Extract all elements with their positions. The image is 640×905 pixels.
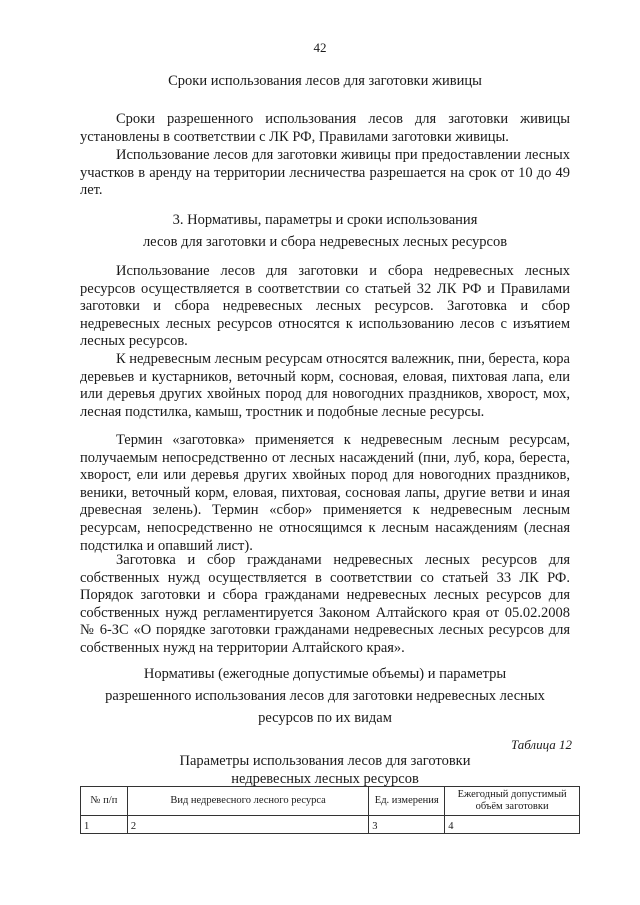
table-title xyxy=(110,752,540,788)
section3-title-line-1: 3. Нормативы, параметры и сроки использования xyxy=(172,212,478,228)
section-resin-title: Сроки использования лесов для заготовки живицы xyxy=(168,73,482,89)
table-numbering-row xyxy=(81,816,580,834)
parameters-table xyxy=(80,786,580,834)
numbering-cell-1: 1 xyxy=(81,816,128,834)
numbering-cell-4: 4 xyxy=(445,816,580,834)
section3-paragraph-1: Использование лесов для заготовки и сбора недревесных лесных ресурсов осуществляется в соответствии со статьей 32 ЛК РФ и Правилами заготовки и сбора недревесных лесных ресурсов. Заготовка и сбор недревесных лесных ресурсов относятся к использованию лесов с изъятием лесных ресурсов. xyxy=(80,263,570,350)
header-resource-type: Вид недревесного лесного ресурса xyxy=(127,787,368,816)
header-number: № п/п xyxy=(81,787,128,816)
header-unit: Ед. измерения xyxy=(369,787,445,816)
norms-title xyxy=(70,663,580,729)
section3-paragraph-2: К недревесным лесным ресурсам относятся валежник, пни, береста, кора деревьев и кустарников, веточный корм, сосновая, еловая, пихтовая лапа, ели или деревья других хвойных пород для новогодних праздников, хворост, мох, лесная подстилка, камыш, тростник и подобные лесные ресурсы. xyxy=(80,351,570,420)
table-caption: Таблица 12 xyxy=(510,737,572,752)
norms-title-line-3: ресурсов по их видам xyxy=(258,710,392,726)
numbering-cell-2: 2 xyxy=(127,816,368,834)
resin-paragraph-2: Использование лесов для заготовки живицы при предоставлении лесных участков в аренду на территории лесничества разрешается на срок от 10 до 49 лет. xyxy=(80,147,570,199)
section3-title-line-2: лесов для заготовки и сбора недревесных лесных ресурсов xyxy=(142,234,508,250)
header-annual-volume: Ежегодный допустимый объём заготовки xyxy=(445,787,580,816)
numbering-cell-3: 3 xyxy=(369,816,445,834)
section3-title xyxy=(70,209,580,253)
resin-paragraph-1: Сроки разрешенного использования лесов для заготовки живицы установлены в соответствии с ЛК РФ, Правилами заготовки живицы. xyxy=(80,111,570,145)
section3-paragraph-3: Термин «заготовка» применяется к недревесным лесным ресурсам, получаемым непосредственно от лесных насаждений (пни, луб, кора, береста, хворост, ели или деревья других хвойных пород для новогодних праздников, веники, веточный корм, еловая, пихтовая, сосновая лапы, другие ветви и иная древесная зелень). Термин «сбор» применяется к недревесным лесным ресурсам, непосредственно не относящимся к лесным насаждениям (лесная подстилка и опавший лист). xyxy=(80,432,570,554)
table-header-row xyxy=(81,787,580,816)
page-number: 42 xyxy=(313,40,327,55)
section3-paragraph-4: Заготовка и сбор гражданами недревесных лесных ресурсов для собственных нужд осуществляется в соответствии со статьей 33 ЛК РФ. Порядок заготовки и сбора гражданами недревесных лесных ресурсов для собственных нужд регламентируется Законом Алтайского края от 05.02.2008 № 6-ЗС «О порядке заготовки гражданами недревесных лесных ресурсов для собственных нужд на территории Алтайского края». xyxy=(80,552,570,656)
table-title-line-2: недревесных лесных ресурсов xyxy=(231,771,419,787)
norms-title-line-1: Нормативы (ежегодные допустимые объемы) и параметры xyxy=(143,666,507,682)
table-title-line-1: Параметры использования лесов для заготовки xyxy=(179,753,471,769)
norms-title-line-2: разрешенного использования лесов для заготовки недревесных лесных xyxy=(105,688,545,704)
